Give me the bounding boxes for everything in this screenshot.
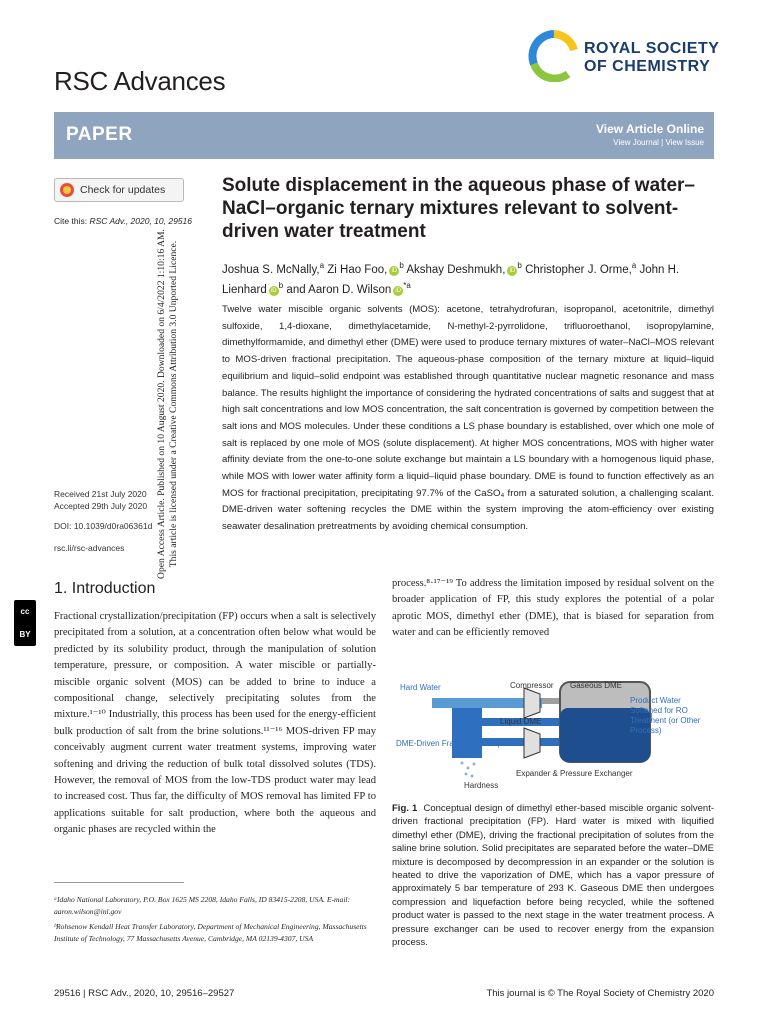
cite-label: Cite this:: [54, 216, 88, 226]
cc-license-badge[interactable]: [14, 600, 36, 646]
orcid-icon[interactable]: iD: [269, 286, 279, 296]
caption-text: Conceptual design of dimethyl ether-based miscible organic solvent-driven fractional precipitation (FP). Hard water is mixed with liquified dimethyl ether (DME), driving the fractional precipitation of solutes from the saline brine solution. Solid precipitates are separated before the water–DME mixture is decomposed by decompression in an expander or the solution is heated to drive the vaporization of DME, which has a vapor pressure of approximately 5 bar temperature of 293 K. Gaseous DME then undergoes compression and liquefaction before being recycled, while the softened product water is passed to the next stage in the water treatment process. A pressure exchanger can be used to recover energy from the expansion process.: [392, 803, 715, 949]
label-expander: Expander & Pressure Exchanger: [516, 769, 633, 778]
received-date: Received 21st July 2020: [54, 489, 147, 499]
author-affiliation: a: [319, 261, 325, 270]
fp-vessel: [452, 708, 482, 758]
article-type-label: PAPER: [66, 124, 133, 145]
cc-icon: cc: [20, 607, 30, 616]
label-gaseous-dme: Gaseous DME: [570, 681, 623, 690]
label-hardness: Hardness: [464, 781, 499, 790]
rsc-logo-icon: [528, 30, 580, 82]
figure-caption: [392, 802, 714, 949]
orcid-icon[interactable]: iD: [393, 286, 403, 296]
author-name: John H. Lienhard: [222, 263, 680, 296]
footnote-divider: [54, 882, 184, 883]
crossmark-icon: [60, 183, 74, 197]
author-affiliation: b: [517, 261, 522, 270]
author-affiliation: b: [278, 280, 284, 290]
label-hard-water: Hard Water: [400, 683, 441, 692]
author-name: Zi Hao Foo,: [327, 263, 388, 276]
journal-url[interactable]: rsc.li/rsc-advances: [54, 543, 125, 553]
label-compressor: Compressor: [510, 681, 554, 690]
footer-copyright: This journal is © The Royal Society of Chemistry 2020: [486, 988, 714, 999]
author-name: Christopher J. Orme,: [525, 263, 632, 276]
orcid-icon[interactable]: iD: [389, 266, 399, 276]
cite-reference: RSC Adv., 2020, 10, 29516: [89, 216, 192, 226]
label-product-water: Product Water Softened for RO Treatment (or Other Process): [630, 696, 701, 735]
label-liquid-dme: Liquid DME: [500, 717, 542, 726]
license-line-1: Open Access Article. Published on 10 August 2020. Downloaded on 6/4/2022 1:10:16 AM.: [156, 229, 167, 579]
by-icon: BY: [19, 630, 31, 639]
figure-1-diagram: [392, 668, 714, 796]
accepted-date: Accepted 29th July 2020: [54, 501, 148, 511]
article-title: Solute displacement in the aqueous phase of water–NaCl–organic ternary mixtures relevant to solvent-driven water treatment: [222, 175, 695, 242]
author-name: Akshay Deshmukh,: [406, 263, 506, 276]
author-name: Joshua S. McNally,: [222, 263, 320, 276]
journal-title: RSC Advances: [54, 66, 226, 96]
article-type-banner: [54, 112, 714, 159]
orcid-icon[interactable]: iD: [507, 266, 517, 276]
rsc-name-line1: ROYAL SOCIETY: [584, 40, 720, 57]
author-affiliation: a: [631, 261, 637, 270]
body-column-2: process.⁸·¹⁷⁻¹⁹ To address the limitation imposed by residual solvent on the broader application of FP, this study explores the potential of a polar aprotic MOS, dimethyl ether (DME), that is biased for separation from water and can be efficiently removed: [392, 578, 714, 639]
license-line-2: This article is licensed under a Creative Commons Attribution 3.0 Unported Licence.: [168, 240, 179, 568]
author-name: and Aaron D. Wilson: [286, 283, 392, 296]
author-list: [222, 258, 722, 298]
check-for-updates-label: Check for updates: [80, 184, 166, 196]
cite-this: [54, 216, 192, 226]
rsc-name-line2: OF CHEMISTRY: [584, 58, 711, 75]
caption-label: Fig. 1: [392, 803, 418, 814]
view-article-online-link[interactable]: View Article Online: [595, 122, 704, 136]
footnotes: [54, 894, 376, 945]
footnote-a: ᵃIdaho National Laboratory, P.O. Box 1625 MS 2208, Idaho Falls, ID 83415-2208, USA. E-mail: aaron.wilson@inl.gov: [54, 895, 351, 916]
section-heading: 1. Introduction: [54, 580, 156, 597]
footer-citation: 29516 | RSC Adv., 2020, 10, 29516–29527: [54, 988, 235, 999]
abstract: Twelve water miscible organic solvents (MOS): acetone, tetrahydrofuran, isopropanol, acetonitrile, dimethyl sulfoxide, 1,4-dioxane, dimethylacetamide, N-methyl-2-pyrrolidone, trifluoroethanol, isopropylamine, dimethylformamide, and dimethyl ether (DME) were used to produce ternary mixtures of water–NaCl–MOS relevant to MOS-driven fractional precipitation. The aqueous-phase composition of the ternary mixture at liquid–liquid equilibrium and liquid–solid endpoint was established through quantitative nuclear magnetic resonance and mass balance. The results highlight the importance of considering the hydrated concentrations of salts and suggest that at high salt concentrations and low MOS concentration, the salt concentration is governed by competition between the salt ions and MOS molecules. Under these conditions a LS phase boundary is established, over which one mole of salt is replaced by one mole of MOS (solute displacement). At higher MOS concentrations, MOS with higher water affinity deviate from the one-to-one solute exchange but maintain a LS boundary with a homogenous liquid phase, while MOS with lower water affinity form a liquid–liquid phase boundary. DME is found to function effectively as an MOS for fractional precipitation, precipitating 97.7% of the CaSO₄ from a saturated solution, a challenging scalant. DME-driven water softening recycles the DME within the system improving the atom-efficiency over existing seawater desalination pretreatments by avoiding chemical consumption.: [222, 304, 714, 533]
body-column-1: Fractional crystallization/precipitation (FP) occurs when a salt is selectively precipitated from a solution, at a concentration often below what would be predicted by its solubility product, through the manipulation of solution temperature, pressure, or composition. A water miscible or partially-miscible organic solvent (MOS) can be added to brine to induce a compositional change, selectively precipitating solutes from the mixture.¹⁻¹⁰ Industrially, this process has been used for the energy-efficient bulk production of salt from the brine solutions.¹¹⁻¹⁶ MOS-driven FP may conceivably augment current water treatment systems, improving water softening and driving the reduction of bulk total dissolved solutes (TDS). However, the removal of MOS from the low-TDS product water may lead to increased cost. Thus far, the difficulty of MOS removal has limited FP to applications suitable for salt production, where both the aqueous and organic phases are recycled within the: [54, 611, 376, 836]
author-affiliation: b: [399, 261, 404, 270]
view-journal-issue-links[interactable]: View Journal | View Issue: [613, 138, 704, 147]
author-affiliation: *a: [403, 280, 411, 290]
footnote-b: ᵇRohsenow Kendall Heat Transfer Laboratory, Department of Mechanical Engineering, Massachusetts Institute of Technology, 77 Massachusetts Avenue, Cambridge, MA 02139-4307, USA: [54, 922, 367, 943]
check-for-updates-button[interactable]: [54, 178, 184, 202]
doi[interactable]: DOI: 10.1039/d0ra06361d: [54, 521, 153, 531]
label-dme-driven: DME-Driven Fractional-Precipitation: [396, 739, 524, 748]
